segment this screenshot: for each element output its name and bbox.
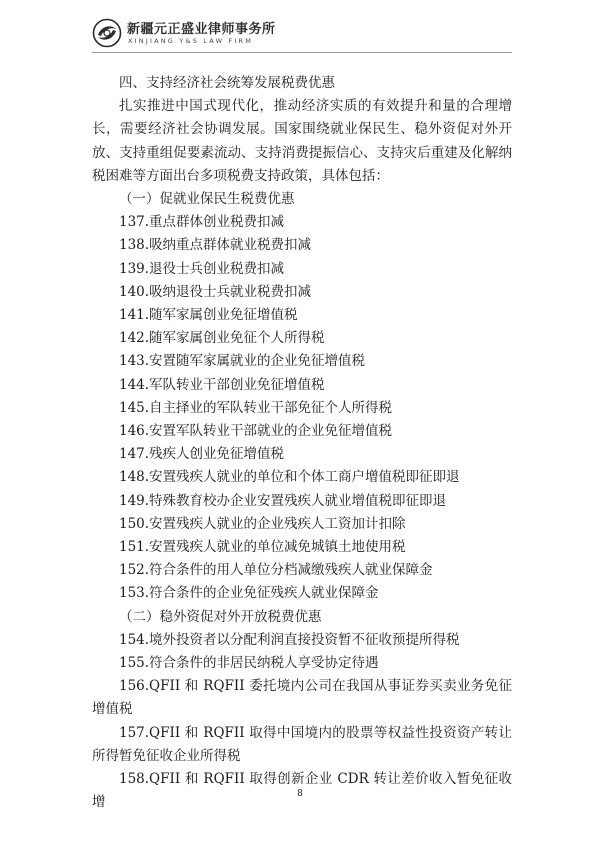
- firm-name-chinese: 新疆元正盛业律师事务所: [127, 22, 276, 37]
- subsection-title: （一）促就业保民生税费优惠: [119, 191, 295, 208]
- list-item: 157.QFII 和 RQFII 取得中国境内的股票等权益性投资资产转让所得暂免征收企业所得税: [92, 724, 512, 764]
- document-body: [92, 72, 512, 815]
- letterhead: [92, 16, 512, 52]
- list-item: 137.重点群体创业税费扣减: [119, 214, 285, 231]
- list-item: 140.吸纳退役士兵就业税费扣减: [119, 283, 312, 300]
- list-item: 147.残疾人创业免征增值税: [119, 446, 285, 463]
- firm-name-english: XINJIANG Y&S LAW FIRM: [128, 37, 254, 45]
- list-item: 154.境外投资者以分配利润直接投资暂不征收预提所得税: [119, 631, 460, 648]
- list-item: 138.吸纳重点群体就业税费扣减: [119, 237, 312, 254]
- list-item: 151.安置残疾人就业的单位减免城镇土地使用税: [119, 539, 406, 556]
- list-item: 142.随军家属创业免征个人所得税: [119, 330, 325, 347]
- list-item: 141.随军家属创业免征增值税: [119, 307, 298, 324]
- list-item: 146.安置军队转业干部就业的企业免征增值税: [119, 423, 393, 440]
- header-divider: [92, 52, 512, 53]
- list-item: 152.符合条件的用人单位分档减缴残疾人就业保障金: [119, 562, 433, 579]
- list-item: 148.安置残疾人就业的单位和个体工商户增值税即征即退: [119, 469, 460, 486]
- firm-logo-icon: [92, 18, 122, 48]
- list-item: 150.安置残疾人就业的企业残疾人工资加计扣除: [119, 515, 406, 532]
- list-item: 155.符合条件的非居民纳税人享受协定待遇: [119, 655, 379, 672]
- list-item: 144.军队转业干部创业免征增值税: [119, 376, 325, 393]
- list-item: 143.安置随军家属就业的企业免征增值税: [119, 353, 366, 370]
- list-item: 145.自主择业的军队转业干部免征个人所得税: [119, 399, 393, 416]
- section-title: 四、支持经济社会统筹发展税费优惠: [119, 75, 335, 91]
- page-number: 8: [297, 789, 303, 799]
- list-item: 158.QFII 和 RQFII 取得创新企业 CDR 转让差价收入暂免征收增: [92, 771, 512, 811]
- list-item: 156.QFII 和 RQFII 委托境内公司在我国从事证券买卖业务免征增值税: [92, 678, 512, 718]
- subsection-title: （二）稳外资促对外开放税费优惠: [119, 608, 322, 625]
- list-item: 149.特殊教育校办企业安置残疾人就业增值税即征即退: [119, 492, 447, 509]
- intro-paragraph: 扎实推进中国式现代化，推动经济实质的有效提升和量的合理增长，需要经济社会协调发展。国家围绕就业保民生、稳外资促对外开放、支持重组促要素流动、支持消费提振信心、支持灾后重建及化解纳税困难等方面出台多项税费支持政策，具体包括：: [92, 98, 512, 184]
- list-item: 153.符合条件的企业免征残疾人就业保障金: [119, 585, 379, 602]
- list-item: 139.退役士兵创业税费扣减: [119, 260, 285, 277]
